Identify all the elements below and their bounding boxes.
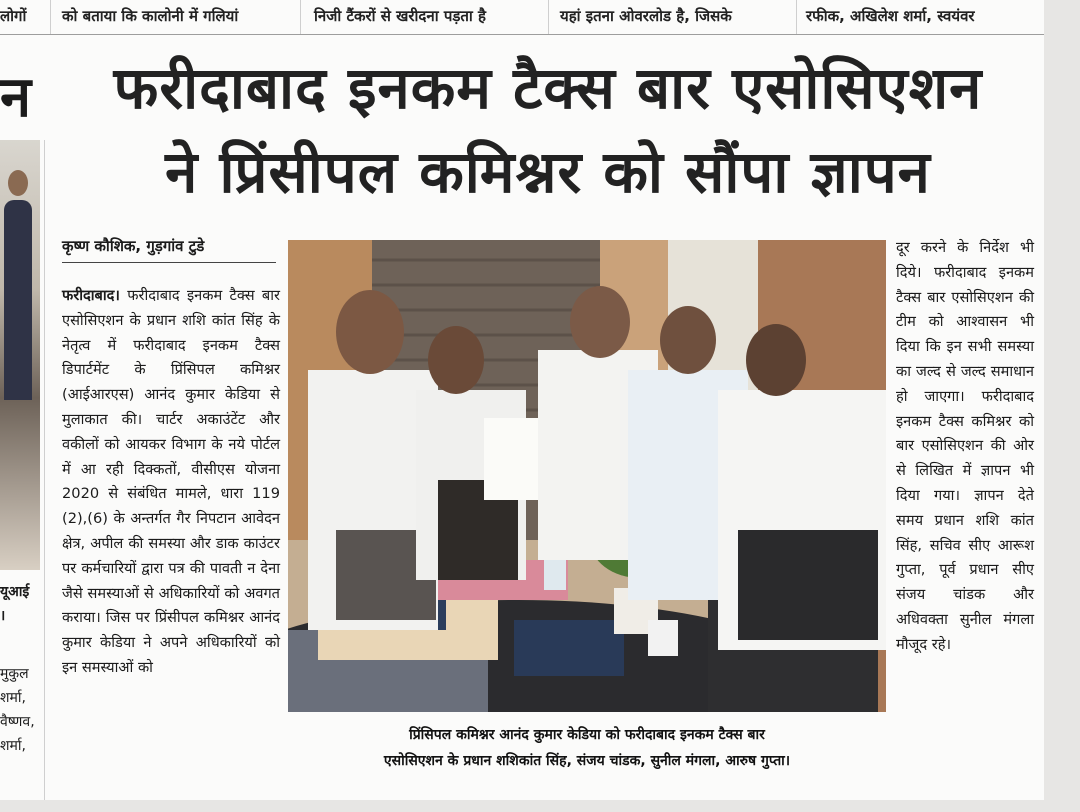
headline	[52, 52, 1044, 208]
photo-caption-line-1: प्रिंसिपल कमिश्नर आनंद कुमार केडिया को फरीदाबाद इनकम टैक्स बार	[409, 727, 765, 743]
adjacent-headline-fragment: न	[0, 65, 32, 130]
news-photo	[288, 240, 886, 712]
column-rule	[44, 140, 45, 800]
strip-text-4: यहां इतना ओवरलोड है, जिसके	[560, 7, 732, 25]
headline-line-2: ने प्रिंसीपल कमिश्नर को सौंपा ज्ञापन	[165, 138, 931, 206]
left-col-text: ।	[0, 608, 6, 624]
article-body-text: फरीदाबाद इनकम टैक्स बार एसोसिएशन के प्रधान शशि कांत सिंह के नेतृत्व में फरीदाबाद इनकम टैक्स डिपार्टमेंट के प्रिंसिपल कमिश्नर (आईआरएस) आनंद कुमार केडिया से मुलाकात की। चार्टर अकाउंटेंट और वकीलों को आयकर विभाग के नये पोर्टल में आ रही दिक्कतों, वीसीएस योजना 2020 से संबंधित मामले, धारा 119 (2),(6) के अन्तर्गत गैर निपटान आवेदन क्षेत्र, अपील की समस्या और डाक काउंटर पर कर्मचारियों द्वारा पत्र की पावती न देना जैसे समस्याओं से अधिकारियों को अवगत कराया। जिस पर प्रिंसीपल कमिश्नर आनंद कुमार केडिया ने अपने अधिकारियों को इन समस्याओं को	[62, 287, 280, 676]
adjacent-photo-person	[4, 200, 32, 400]
article-body-left	[62, 284, 280, 681]
column-rule	[50, 0, 51, 34]
strip-divider	[0, 34, 1044, 35]
photo-caption-line-2: एसोसिएशन के प्रधान शशिकांत सिंह, संजय चांडक, सुनील मंगला, आरुष गुप्ता।	[383, 753, 791, 769]
column-rule	[300, 0, 301, 34]
column-rule	[548, 0, 549, 34]
left-col-text: शर्मा,	[0, 690, 26, 706]
article-body-right: दूर करने के निर्देश भी दिये। फरीदाबाद इनकम टैक्स बार एसोसिएशन की टीम को आश्वासन भी दिया कि इन सभी समस्या का जल्द से जल्द समाधान हो जाएगा। फरीदाबाद इनकम टैक्स कमिश्नर को बार एसोसिएशन की ओर से लिखित में ज्ञापन भी दिया गया। ज्ञापन देते समय प्रधान शशि कांत सिंह, सचिव सीए आरूश गुप्ता, पूर्व प्रधान सीए संजय चांडक और अधिवक्ता सुनील मंगला मौजूद रहे।	[896, 239, 1034, 653]
adjacent-photo-person-head	[8, 170, 28, 196]
adjacent-photo	[0, 140, 40, 570]
left-col-text: यूआई	[0, 584, 30, 600]
left-col-text: मुकुल	[0, 666, 29, 682]
photo-caption	[288, 722, 886, 774]
previous-article-strip	[0, 0, 1044, 36]
dateline: फरीदाबाद।	[62, 287, 120, 304]
strip-text-3: निजी टैंकरों से खरीदना पड़ता है	[314, 7, 486, 25]
byline: कृष्ण कौशिक, गुड़गांव टुडे	[62, 237, 205, 255]
page-edge-bottom	[0, 800, 1044, 812]
strip-text-1: लोगों	[0, 7, 27, 25]
byline-underline	[62, 262, 276, 263]
strip-text-2: को बताया कि कालोनी में गलियां	[62, 7, 239, 25]
headline-line-1: फरीदाबाद इनकम टैक्स बार एसोसिएशन	[113, 54, 983, 122]
page-edge-right	[1044, 0, 1080, 812]
strip-text-5: रफीक, अखिलेश शर्मा, स्वयंवर	[806, 7, 975, 25]
left-col-text: वैष्णव,	[0, 714, 35, 730]
news-photo-illustration	[288, 240, 886, 712]
column-rule	[796, 0, 797, 34]
left-col-text: शर्मा,	[0, 738, 26, 754]
